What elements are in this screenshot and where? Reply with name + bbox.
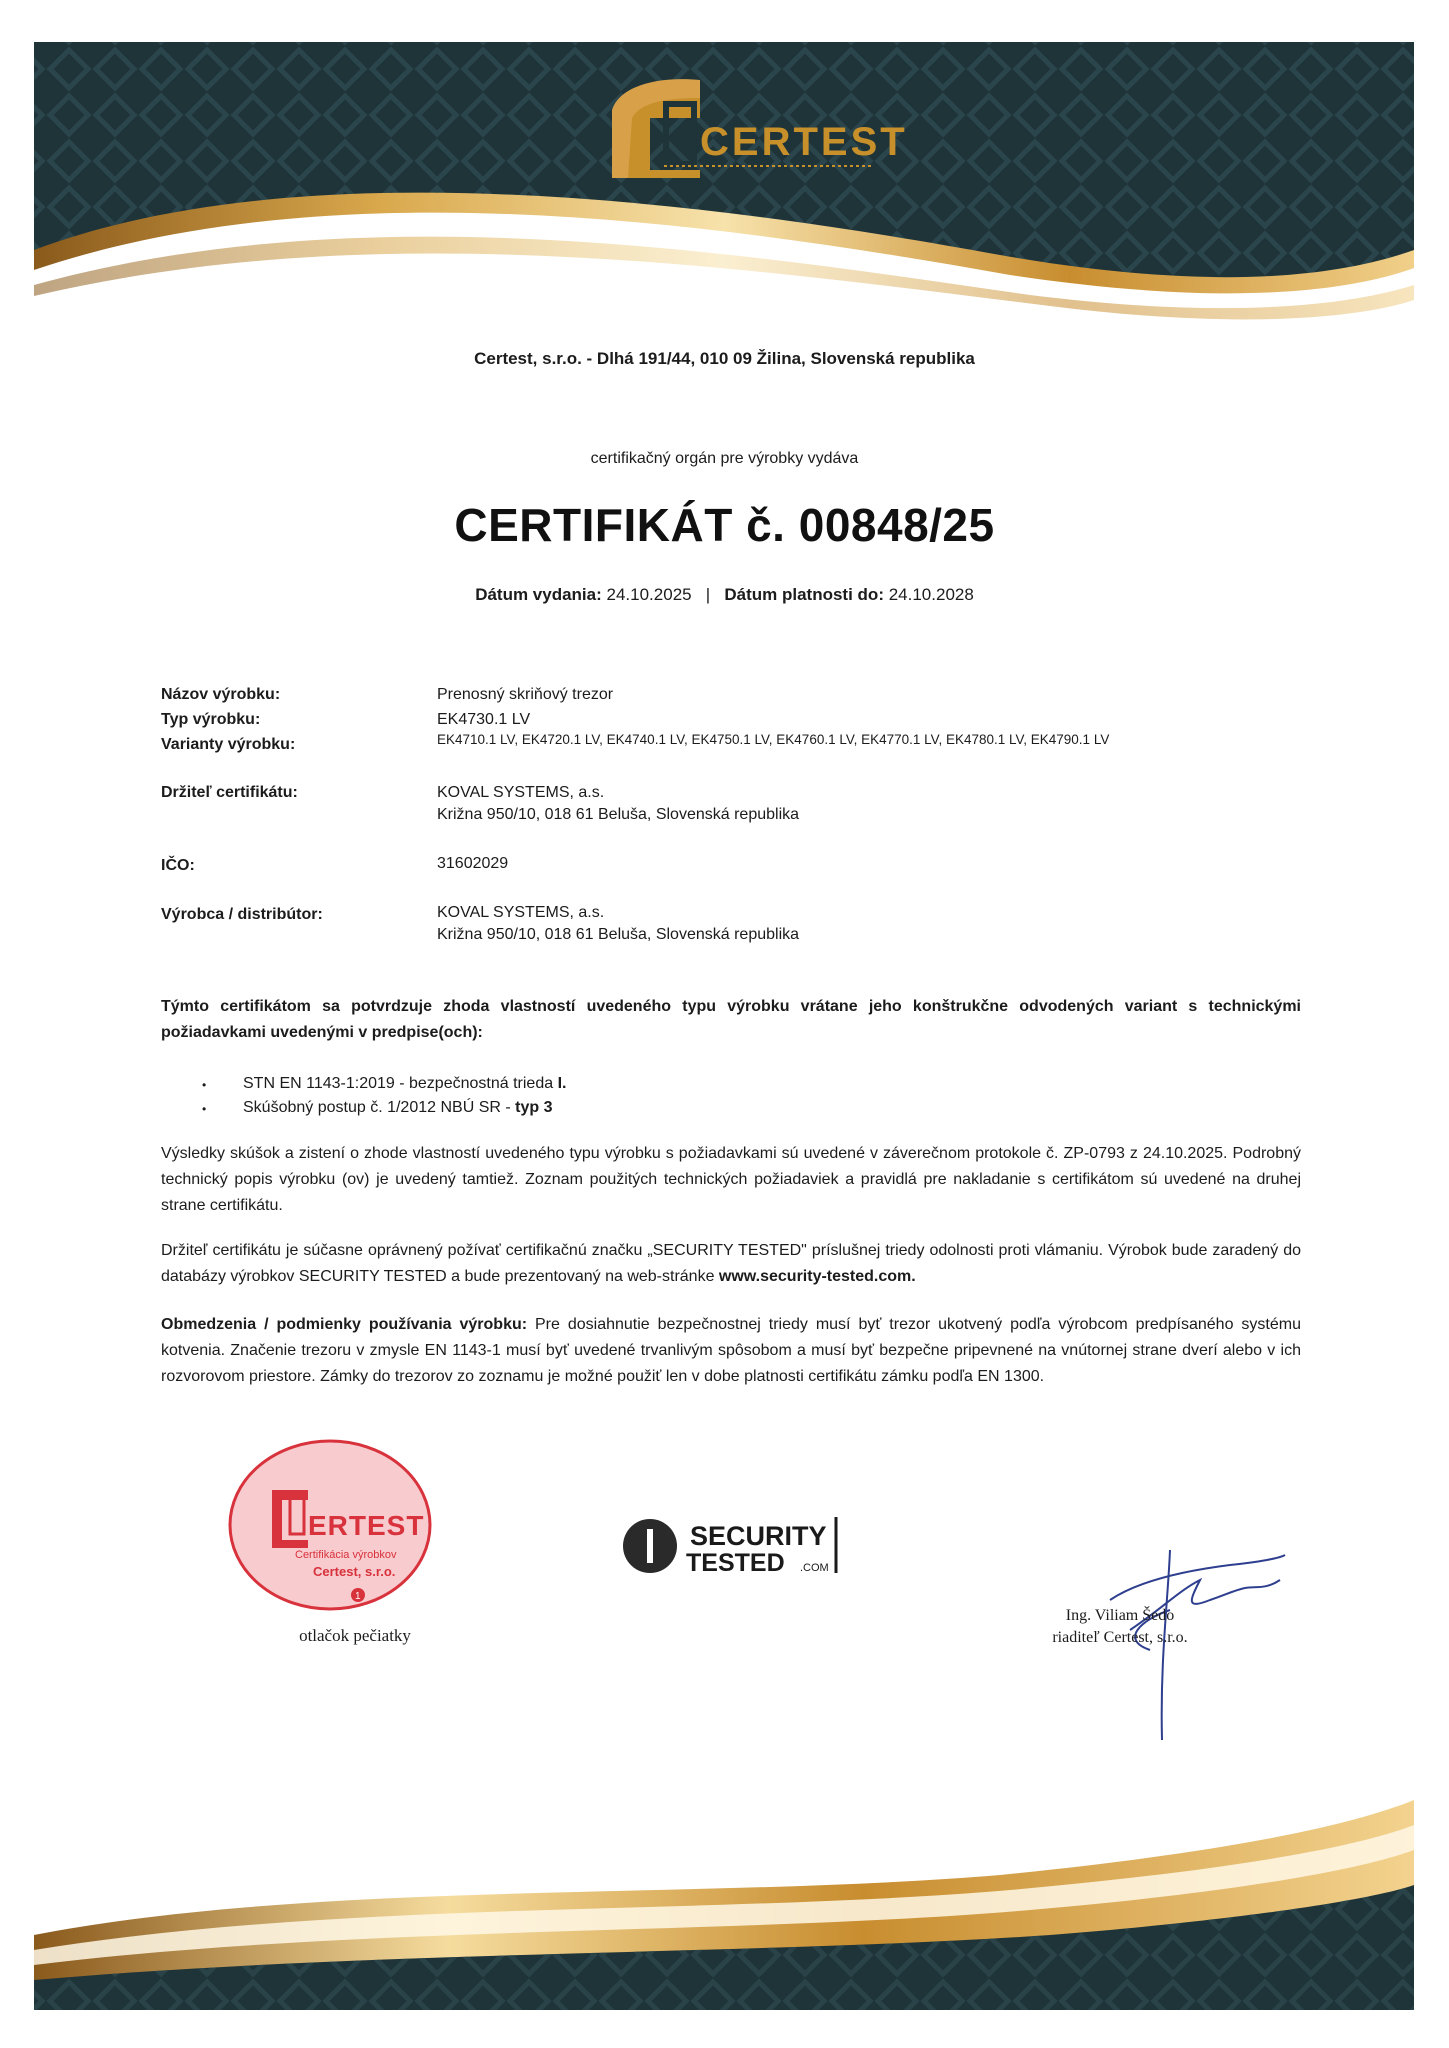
header-banner: [0, 0, 1449, 340]
ico-label: IČO:: [161, 857, 195, 874]
stamp-seal: [220, 1430, 470, 1630]
holder-rights-text: Držiteľ certifikátu je súčasne oprávnený požívať certifikačnú značku „SECURITY TESTED" príslušnej triedy odolnosti proti vlámaniu. Výrobok bude zaradený do databázy výrobkov SECURITY TESTED a bude prezentovaný na web-stránke: [161, 1242, 1301, 1285]
variants-label: Varianty výrobku:: [161, 736, 296, 753]
standard-item: [243, 1075, 566, 1093]
manufacturer-address: Križna 950/10, 018 61 Beluša, Slovenská republika: [437, 926, 800, 943]
stamp-line2: Certest, s.r.o.: [313, 1564, 396, 1579]
results-paragraph: Výsledky skúšok a zistení o zhode vlastností uvedeného typu výrobku s požiadavkami sú uvedené v záverečnom protokole č. ZP-0793 z 24.10.2025. Podrobný technický popis výrobku (ov) je uvedený tamtiež. Zoznam použitých technických požiadaviek a pravidlá pre nakladanie s certifikátom sú uvedené na druhej strane certifikátu.: [161, 1145, 1301, 1214]
signatory-name: Ing. Viliam Šedo: [1065, 1607, 1175, 1624]
security-mark-line2: TESTED: [686, 1549, 785, 1577]
issue-date-label: Dátum vydania:: [475, 585, 602, 604]
holder-name: KOVAL SYSTEMS, a.s.: [437, 784, 605, 801]
holder-address: Križna 950/10, 018 61 Beluša, Slovenská republika: [437, 806, 800, 823]
valid-until-label: Dátum platnosti do:: [724, 585, 884, 604]
ico-value: 31602029: [437, 855, 509, 872]
issuer-address: Certest, s.r.o. - Dlhá 191/44, 010 09 Žilina, Slovenská republika: [474, 349, 975, 368]
issuer-role: certifikačný orgán pre výrobky vydáva: [590, 450, 859, 467]
certificate-dates: [0, 585, 1449, 605]
security-mark-suffix: .COM: [800, 1562, 829, 1574]
signatory-title: riaditeľ Certest, s.r.o.: [1052, 1629, 1188, 1646]
stamp-number: 1: [355, 1591, 361, 1602]
standard-text: STN EN 1143-1:2019 - bezpečnostná trieda: [243, 1075, 558, 1092]
date-separator: |: [705, 585, 711, 604]
certificate-title: CERTIFIKÁT č. 00848/25: [454, 499, 995, 551]
valid-until-date: 24.10.2028: [888, 585, 974, 604]
holder-rights-paragraph: [161, 1238, 1301, 1290]
standard-class: I.: [557, 1075, 567, 1092]
stamp-line1: Certifikácia výrobkov: [295, 1549, 397, 1561]
logo-wordmark: CERTEST: [700, 120, 908, 164]
test-procedure-type: typ 3: [515, 1099, 553, 1116]
holder-label: Držiteľ certifikátu:: [161, 784, 298, 801]
test-procedure-text: Skúšobný postup č. 1/2012 NBÚ SR -: [243, 1099, 516, 1116]
product-name-label: Názov výrobku:: [161, 686, 281, 703]
stamp-caption: otlačok pečiatky: [299, 1626, 411, 1645]
security-mark-line1: SECURITY: [690, 1521, 827, 1551]
test-procedure-item: [243, 1099, 552, 1117]
website-link[interactable]: www.security-tested.com.: [718, 1268, 916, 1285]
restrictions-label: Obmedzenia / podmienky používania výrobku:: [161, 1316, 528, 1333]
restrictions-paragraph: [161, 1312, 1301, 1390]
security-tested-logo: [620, 1515, 850, 1577]
issue-date: 24.10.2025: [606, 585, 692, 604]
product-type: EK4730.1 LV: [437, 711, 531, 728]
bullet-marker: •: [202, 1102, 207, 1116]
variants: EK4710.1 LV, EK4720.1 LV, EK4740.1 LV, EK4750.1 LV, EK4760.1 LV, EK4770.1 LV, EK4780.1 LV, EK4790.1 LV: [437, 732, 1110, 747]
stamp-wordmark: ERTEST: [308, 1510, 425, 1541]
manufacturer-label: Výrobca / distribútor:: [161, 906, 323, 923]
confirmation-text: Týmto certifikátom sa potvrdzuje zhoda vlastností uvedeného typu výrobku vrátane jeho konštrukčne odvodených variant s technickými požiadavkami uvedenými v predpise(och):: [161, 998, 1301, 1041]
product-type-label: Typ výrobku:: [161, 711, 261, 728]
bullet-marker: •: [202, 1078, 207, 1092]
manufacturer-name: KOVAL SYSTEMS, a.s.: [437, 904, 605, 921]
restrictions-text: Pre dosiahnutie bezpečnostnej triedy musí byť trezor ukotvený podľa výrobcom predpísaného systému kotvenia. Značenie trezoru v zmysle EN 1143-1 musí byť uvedené trvanlivým spôsobom a musí byť bezpečne pripevnené na vnútornej strane dverí alebo v ich rozvorovom priestore. Zámky do trezorov zo zoznamu je možné použiť len v dobe platnosti certifikátu zámku podľa EN 1300.: [161, 1316, 1301, 1385]
product-name: Prenosný skriňový trezor: [437, 686, 614, 703]
